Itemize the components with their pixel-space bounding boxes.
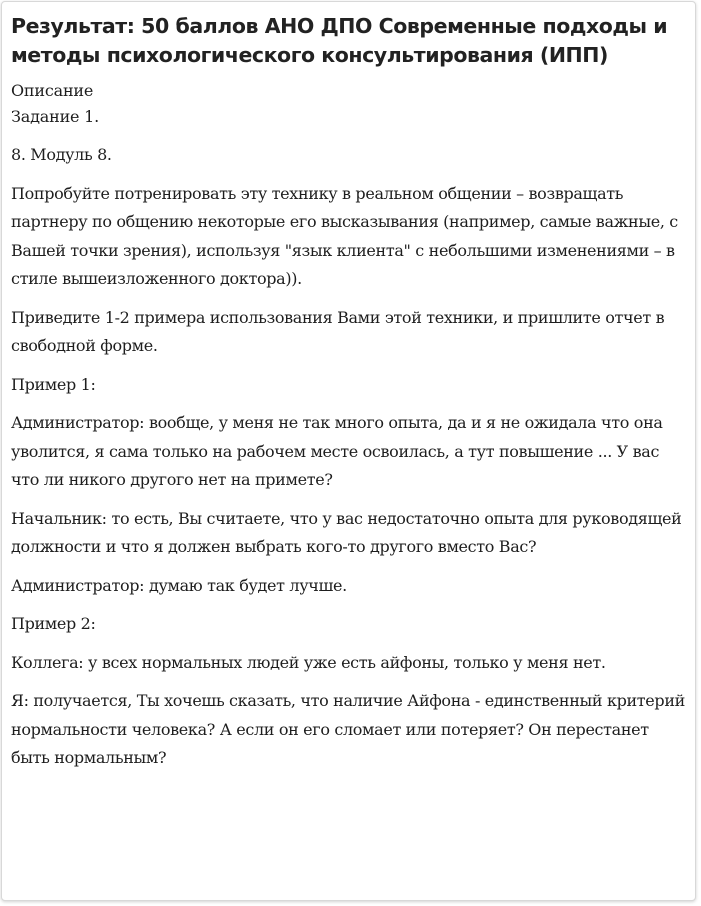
task-label: Задание 1.: [11, 107, 100, 126]
result-card: [1, 1, 696, 901]
example-1-line-2: Начальник: то есть, Вы считаете, что у вас недостаточно опыта для руководящей должности и что я должен выбрать кого-то другого вместо Вас?: [11, 508, 682, 556]
document-title: Результат: 50 баллов АНО ДПО Современные подходы и методы психологического консультирования (ИПП): [11, 14, 668, 67]
example-2-line-2: Я: получается, Ты хочешь сказать, что наличие Айфона - единственный критерий нормальности человека? А если он его сломает или потеряет? Он перестанет быть нормальным?: [11, 691, 685, 767]
example-2-heading: Пример 2:: [11, 614, 96, 633]
example-2-line-1: Коллега: у всех нормальных людей уже есть айфоны, только у меня нет.: [11, 652, 606, 672]
description-label: Описание: [11, 81, 94, 100]
module-heading: 8. Модуль 8.: [11, 145, 112, 164]
example-1-heading: Пример 1:: [11, 374, 96, 394]
instruction-paragraph: Попробуйте потренировать эту технику в реальном общении – возвращать партнеру по общению некоторые его высказывания (например, самые важные, с Вашей точки зрения), используя "язык клиента" с небольшими изменениями – в стиле вышеизложенного доктора)).: [11, 183, 678, 288]
example-1-line-3: Администратор: думаю так будет лучше.: [11, 575, 347, 595]
assignment-paragraph: Приведите 1-2 примера использования Вами этой техники, и пришлите отчет в свободной форме.: [11, 307, 665, 355]
example-1-line-1: Администратор: вообще, у меня не так много опыта, да и я не ожидала что она уволится, я сама только на рабочем месте освоилась, а тут повышение ... У вас что ли никого другого нет на примете?: [11, 413, 663, 489]
